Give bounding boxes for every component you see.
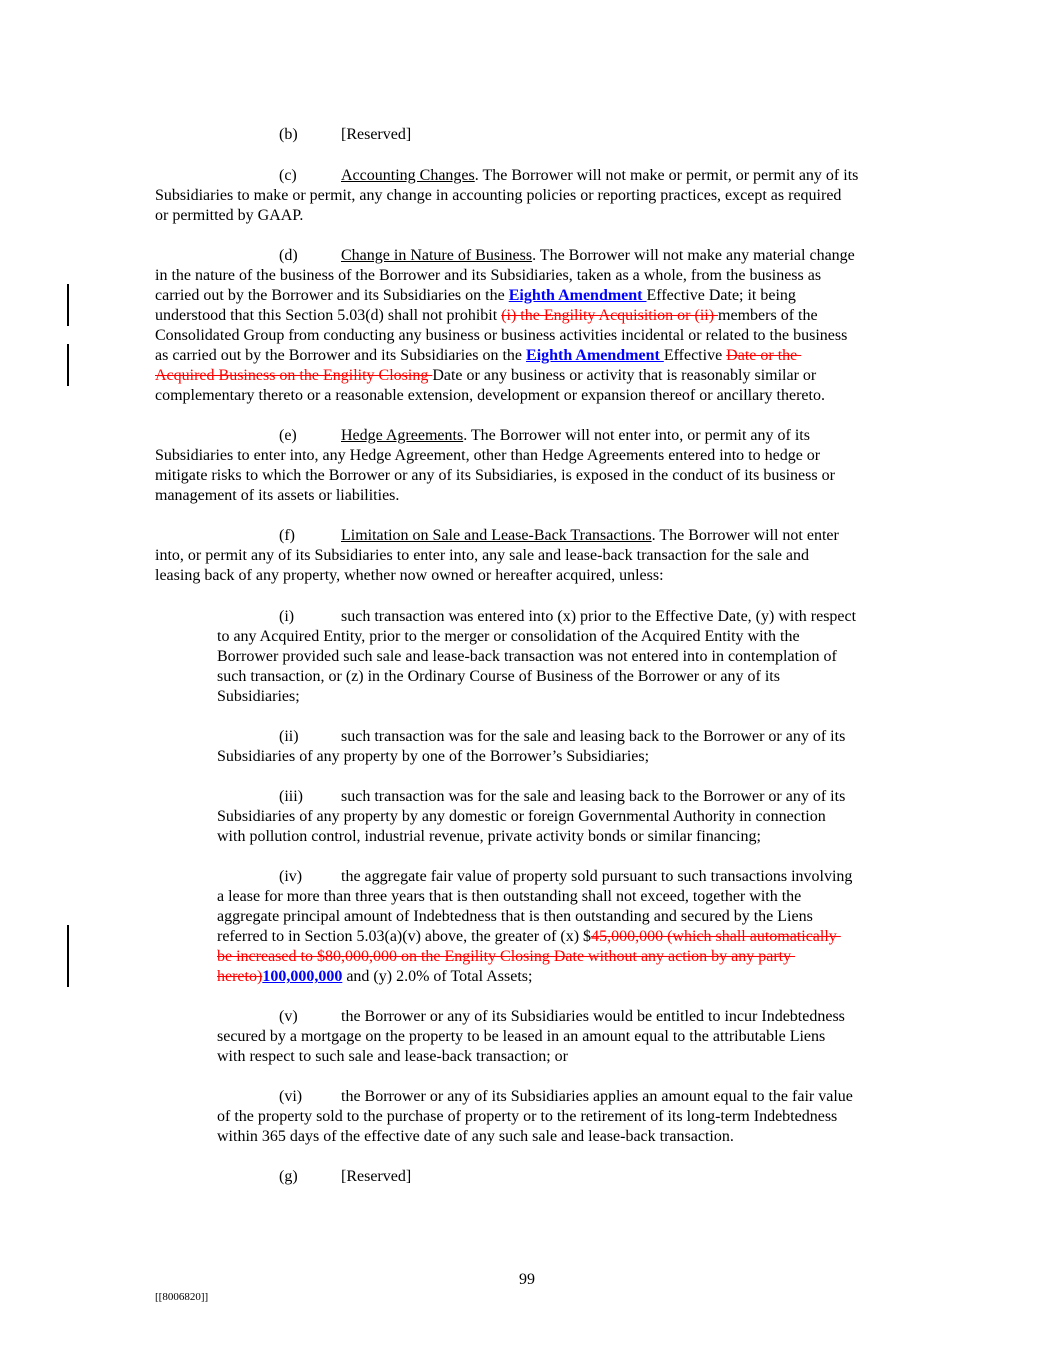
- clause-vi-line: the Borrower or any of its Subsidiaries applies an amount equal to the fair value: [341, 1088, 853, 1105]
- section-f-label: (f): [279, 527, 295, 544]
- clause-iii-line: Subsidiaries of any property by any domestic or foreign Governmental Authority in connection: [217, 808, 826, 825]
- clause-iv-line: referred to in Section 5.03(a)(v) above, the greater of (x) $45,000,000 (which shall automatically: [217, 928, 841, 945]
- deletion: Acquired Business on the Engility Closing: [155, 367, 433, 384]
- clause-iv-label: (iv): [279, 868, 303, 885]
- change-bar: [67, 284, 69, 326]
- section-d-line: carried out by the Borrower and its Subsidiaries on the Eighth Amendment Effective Date; it being: [155, 287, 796, 304]
- deletion: be increased to $80,000,000 on the Engility Closing Date without any action by any party: [217, 948, 796, 965]
- deletion: 45,000,000 (which shall automatically: [591, 928, 841, 945]
- clause-v-line: secured by a mortgage on the property to be leased in an amount equal to the attributable Liens: [217, 1028, 826, 1045]
- deletion: Date or the: [726, 347, 802, 364]
- clause-iii-label: (iii): [279, 788, 303, 805]
- clause-iii-line: such transaction was for the sale and leasing back to the Borrower or any of its: [341, 788, 846, 805]
- clause-vi-line: of the property sold to the purchase of property or to the retirement of its long-term Indebtedness: [217, 1108, 838, 1125]
- section-e-line: Subsidiaries to enter into, any Hedge Agreement, other than Hedge Agreements entered into to hedge or: [155, 447, 821, 464]
- clause-iv-line: the aggregate fair value of property sold pursuant to such transactions involving: [341, 868, 853, 885]
- page-number: 99: [519, 1271, 535, 1288]
- section-d-line: understood that this Section 5.03(d) shall not prohibit (i) the Engility Acquisition or (ii) members of the: [155, 307, 818, 324]
- section-c-heading: Accounting Changes: [341, 167, 475, 184]
- clause-i-label: (i): [279, 608, 295, 625]
- clause-iv-line: [217, 947, 795, 967]
- change-bar: [67, 925, 69, 987]
- clause-iv-line: a lease for more than three years that is then outstanding shall not exceed, together with the: [217, 888, 802, 905]
- clause-ii-label: (ii): [279, 728, 299, 745]
- insertion: Eighth Amendment: [526, 347, 664, 364]
- clause-iv-line: aggregate principal amount of Indebtedness that is then outstanding and secured by the Liens: [217, 908, 813, 925]
- clause-vi-label: (vi): [279, 1088, 303, 1105]
- section-e-line: mitigate risks to which the Borrower or any of its Subsidiaries, is exposed in the conduct of its business or: [155, 467, 835, 484]
- section-f-line: leasing back of any property, whether now owned or hereafter acquired, unless:: [155, 567, 664, 584]
- section-c-label: (c): [279, 167, 297, 184]
- section-f-line: into, or permit any of its Subsidiaries to enter into, any sale and lease-back transaction for the sale and: [155, 547, 810, 564]
- section-g-label: (g): [279, 1168, 298, 1185]
- section-c-line: Accounting Changes. The Borrower will not make or permit, or permit any of its: [341, 167, 859, 184]
- clause-i-line: such transaction, or (z) in the Ordinary Course of Business of the Borrower or any of its: [217, 668, 780, 685]
- section-d-heading: Change in Nature of Business: [341, 247, 533, 264]
- clause-vi-line: within 365 days of the effective date of any such sale and lease-back transaction.: [217, 1128, 734, 1145]
- clause-i-line: to any Acquired Entity, prior to the merger or consolidation of the Acquired Entity with the: [217, 628, 800, 645]
- clause-i-line: such transaction was entered into (x) prior to the Effective Date, (y) with respect: [341, 608, 857, 625]
- clause-v-line: the Borrower or any of its Subsidiaries would be entitled to incur Indebtedness: [341, 1008, 845, 1025]
- section-d-line: Change in Nature of Business. The Borrower will not make any material change: [341, 247, 855, 264]
- section-g-text: [Reserved]: [341, 1168, 412, 1185]
- section-d-line: Acquired Business on the Engility Closing Date or any business or activity that is reasonably similar or: [155, 367, 817, 384]
- clause-v-line: with respect to such sale and lease-back transaction; or: [217, 1048, 568, 1065]
- document-id: [[8006820]]: [155, 1291, 209, 1303]
- deletion: (i) the Engility Acquisition or (ii): [501, 307, 719, 324]
- clause-iii-line: with pollution control, industrial revenue, private activity bonds or similar financing;: [217, 828, 761, 845]
- clause-iv-line: hereto)100,000,000 and (y) 2.0% of Total Assets;: [217, 968, 533, 985]
- section-e-line: management of its assets or liabilities.: [155, 487, 400, 504]
- insertion: Eighth Amendment: [508, 287, 647, 304]
- section-f-heading: Limitation on Sale and Lease-Back Transactions: [341, 527, 652, 544]
- section-c-line: or permitted by GAAP.: [155, 207, 304, 224]
- clause-i-line: Subsidiaries;: [217, 688, 300, 705]
- section-d-line: as carried out by the Borrower and its Subsidiaries on the Eighth Amendment Effective Date or the: [155, 347, 802, 364]
- section-b-label: (b): [279, 126, 298, 143]
- section-d-line: Consolidated Group from conducting any business or business activities incidental or related to the business: [155, 327, 848, 344]
- section-d-line: complementary thereto or a reasonable extension, development or expansion thereof or ancillary thereto.: [155, 387, 825, 404]
- section-f-line: Limitation on Sale and Lease-Back Transactions. The Borrower will not enter: [341, 527, 839, 544]
- deletion: hereto): [217, 968, 263, 985]
- section-e-heading: Hedge Agreements: [341, 427, 464, 444]
- change-bar: [67, 344, 69, 386]
- section-c-line: Subsidiaries to make or permit, any change in accounting policies or reporting practices, except as required: [155, 187, 842, 204]
- section-d-line: in the nature of the business of the Borrower and its Subsidiaries, taken as a whole, from the business as: [155, 267, 822, 284]
- clause-i-line: Borrower provided such sale and lease-back transaction was not entered into in contemplation of: [217, 648, 837, 665]
- clause-ii-line: such transaction was for the sale and leasing back to the Borrower or any of its: [341, 728, 846, 745]
- clause-v-label: (v): [279, 1008, 298, 1025]
- section-b-text: [Reserved]: [341, 126, 412, 143]
- insertion: 100,000,000: [262, 968, 343, 985]
- clause-ii-line: Subsidiaries of any property by one of the Borrower’s Subsidiaries;: [217, 748, 650, 765]
- section-e-label: (e): [279, 427, 297, 444]
- section-d-label: (d): [279, 247, 298, 264]
- section-e-line: Hedge Agreements. The Borrower will not enter into, or permit any of its: [341, 427, 810, 444]
